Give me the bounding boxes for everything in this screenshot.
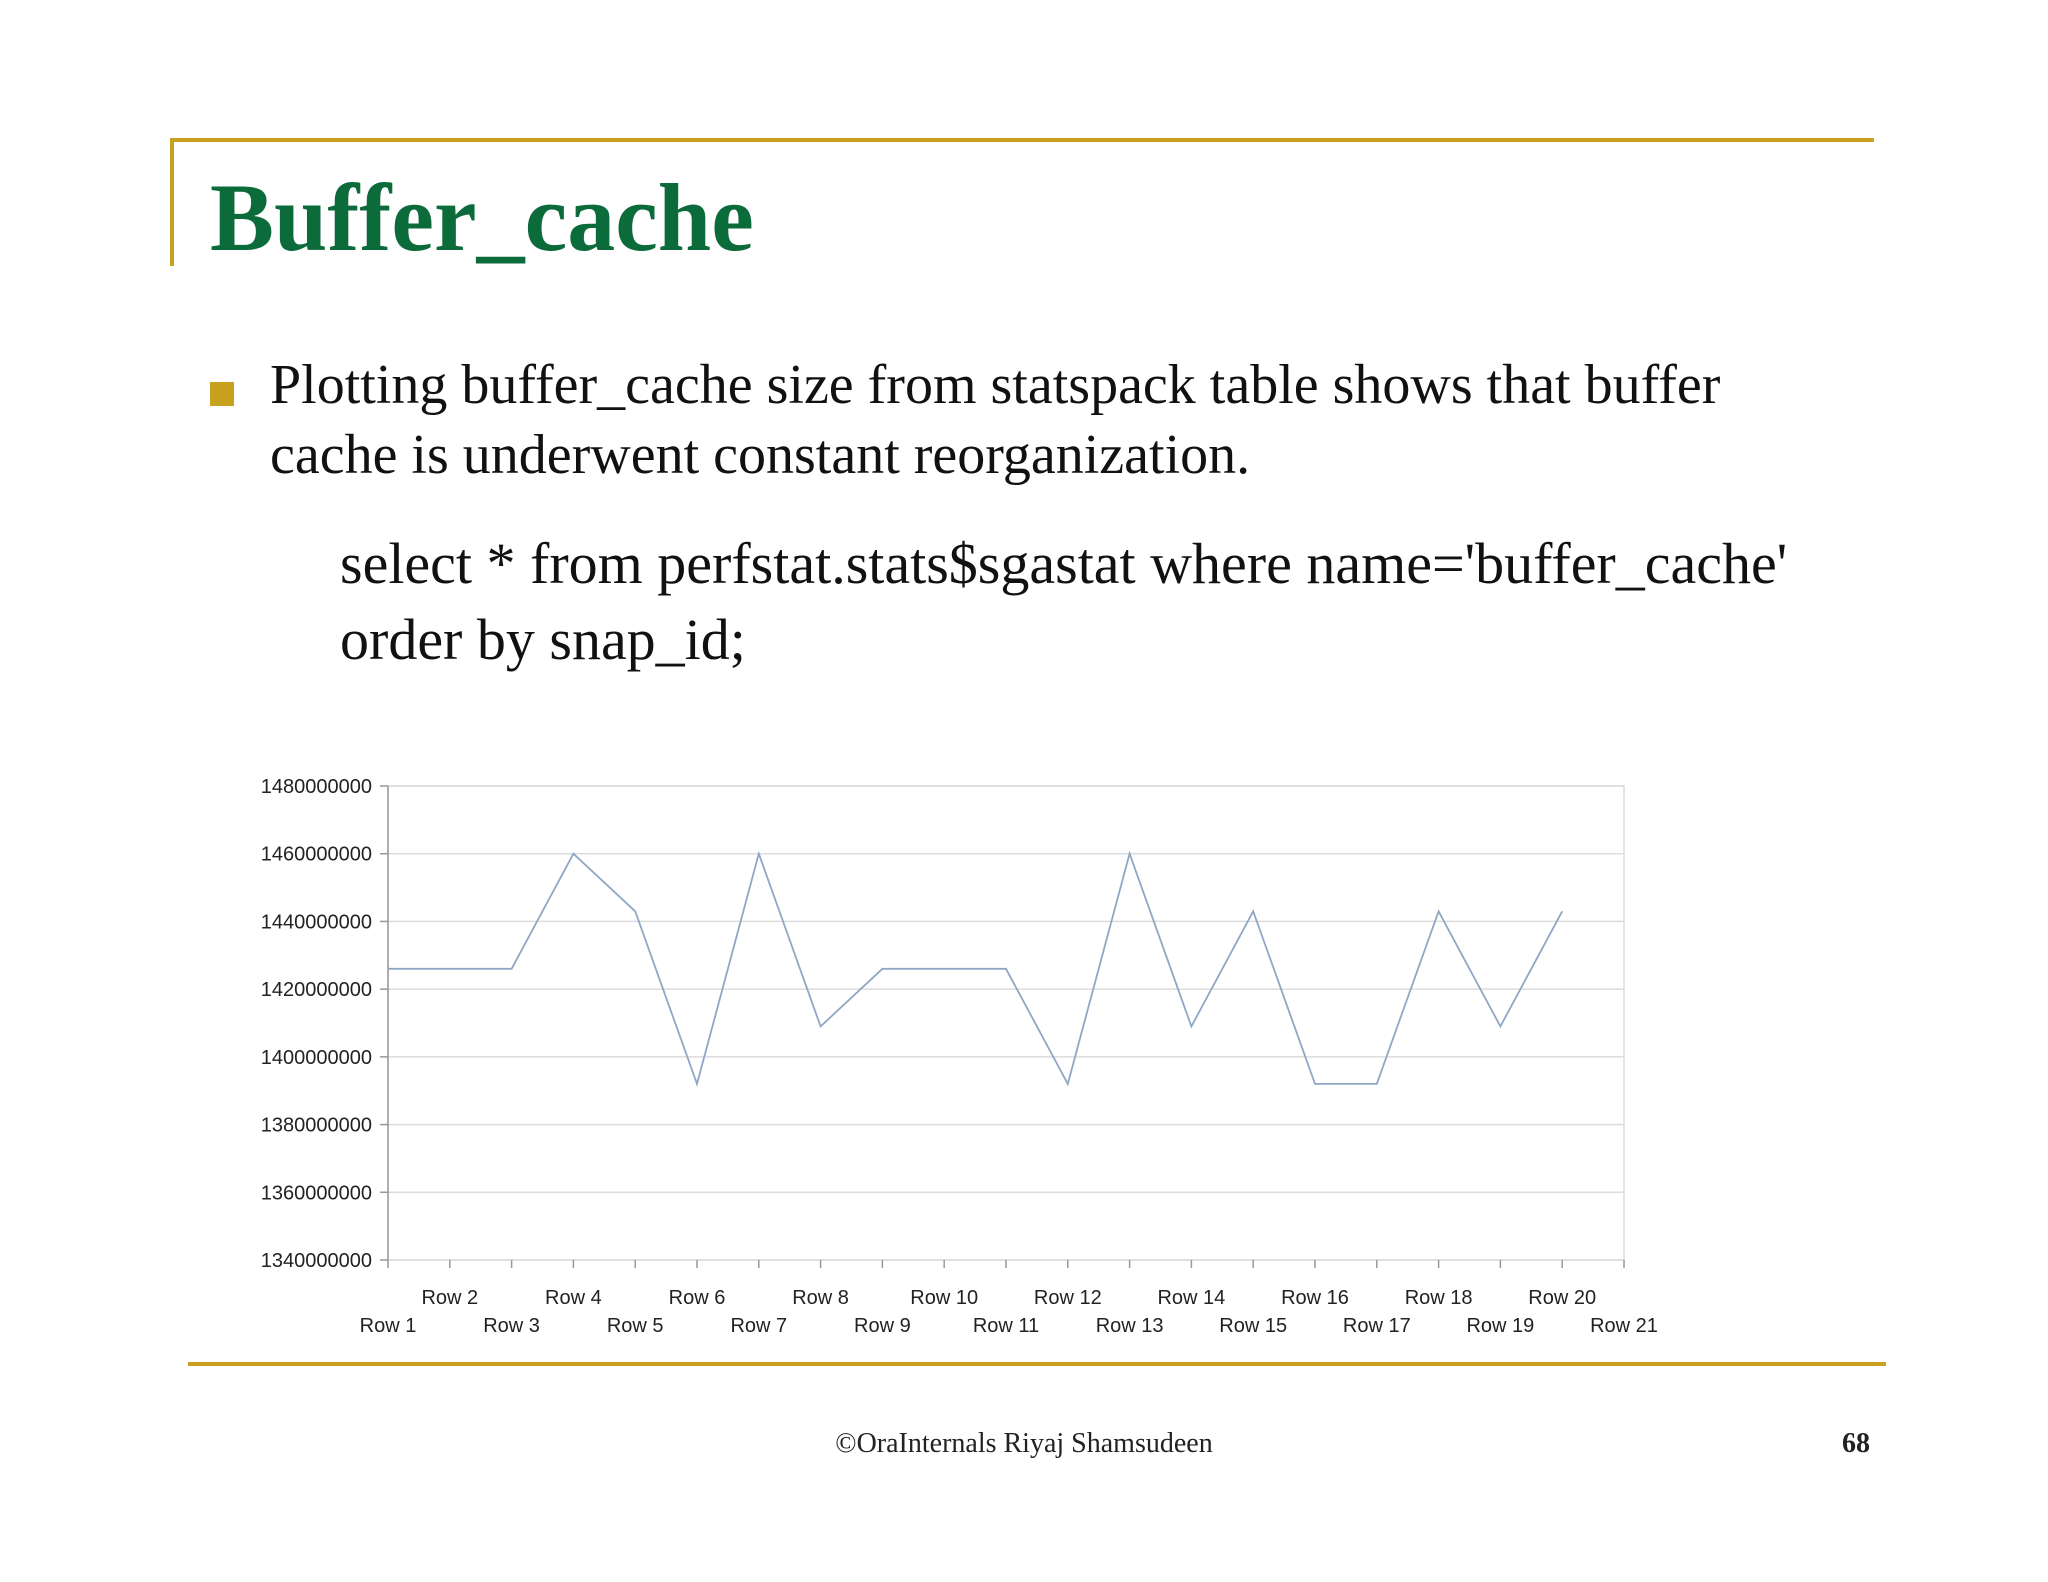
y-tick-label: 1360000000 <box>260 1182 372 1205</box>
x-tick-label: Row 1 <box>359 1315 417 1337</box>
x-tick-label: Row 5 <box>606 1315 664 1337</box>
x-tick-label: Row 21 <box>1590 1315 1658 1337</box>
x-tick-label: Row 11 <box>972 1315 1040 1337</box>
x-tick-label: Row 8 <box>792 1287 849 1309</box>
y-tick-label: 1480000000 <box>260 776 372 798</box>
slide-title: Buffer_cache <box>210 164 754 271</box>
y-tick-label: 1380000000 <box>260 1114 372 1137</box>
plot-area-frame <box>388 786 1624 1260</box>
x-tick-label: Row 12 <box>1033 1287 1102 1309</box>
x-tick-label: Row 20 <box>1528 1287 1597 1309</box>
x-tick-label: Row 19 <box>1466 1315 1535 1337</box>
x-tick-label: Row 4 <box>545 1287 602 1309</box>
sql-query-line-2: order by snap_id; <box>340 607 746 672</box>
sql-query-line-1: select * from perfstat.stats$sgastat where name='buffer_cache' <box>340 531 1788 596</box>
x-tick-label: Row 10 <box>910 1287 979 1309</box>
x-tick-label: Row 7 <box>730 1315 788 1337</box>
x-tick-label: Row 6 <box>668 1287 726 1309</box>
y-tick-label: 1460000000 <box>260 843 372 866</box>
x-tick-label: Row 13 <box>1095 1315 1164 1337</box>
y-tick-label: 1340000000 <box>260 1250 372 1272</box>
y-tick-label: 1400000000 <box>260 1046 372 1069</box>
page-number: 68 <box>1842 1428 1870 1459</box>
x-tick-label: Row 18 <box>1404 1287 1473 1309</box>
x-tick-label: Row 16 <box>1281 1287 1349 1309</box>
x-tick-label: Row 15 <box>1219 1315 1288 1337</box>
bottom-accent-rule <box>188 1362 1886 1366</box>
y-tick-label: 1440000000 <box>260 911 372 934</box>
bullet-text: Plotting buffer_cache size from statspack table shows that buffer cache is underwent constant reorganization. <box>270 354 1721 486</box>
footer-credit: ©OraInternals Riyaj Shamsudeen <box>835 1428 1213 1459</box>
x-tick-label: Row 9 <box>854 1315 911 1337</box>
series-line <box>388 854 1562 1084</box>
x-tick-label: Row 14 <box>1157 1287 1226 1309</box>
x-tick-label: Row 17 <box>1342 1315 1411 1337</box>
x-tick-label: Row 3 <box>483 1315 540 1337</box>
y-tick-label: 1420000000 <box>260 979 372 1002</box>
x-tick-label: Row 2 <box>421 1287 479 1309</box>
